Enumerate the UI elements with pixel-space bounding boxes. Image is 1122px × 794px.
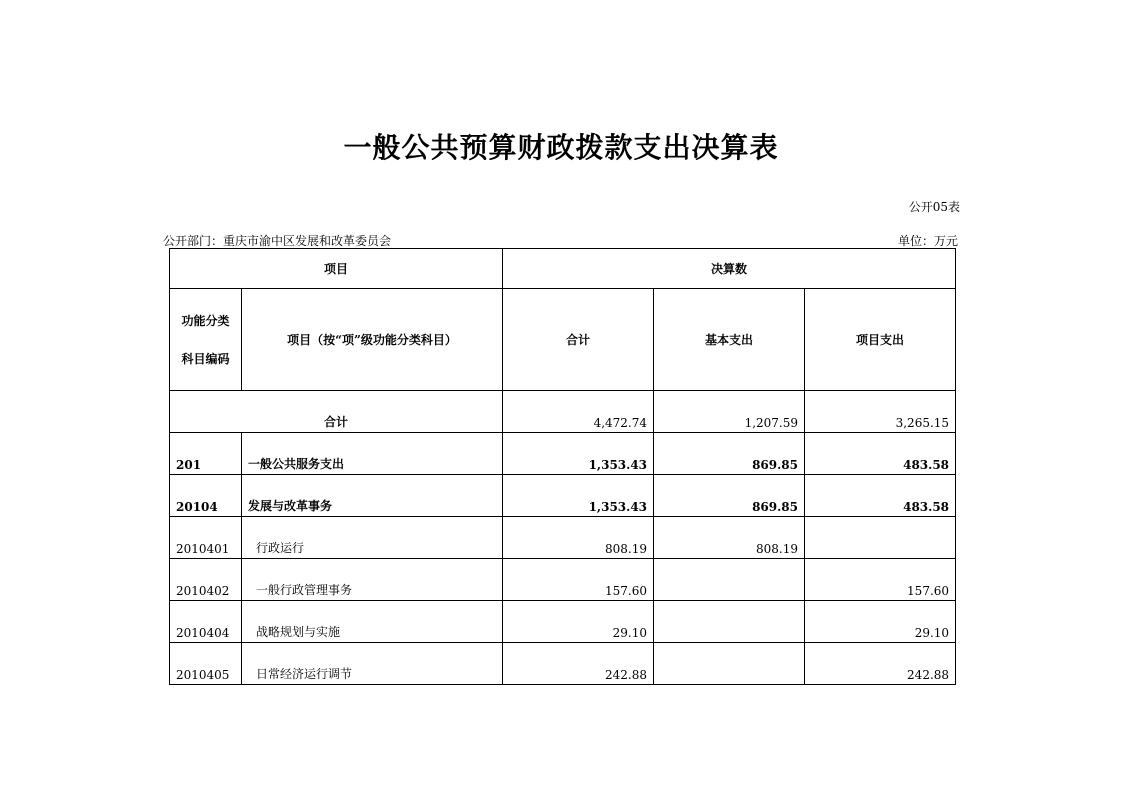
header-basic: 基本支出: [654, 289, 805, 391]
row-code: 2010404: [170, 601, 242, 643]
row-name: 日常经济运行调节: [242, 643, 503, 685]
table-row: [170, 517, 956, 559]
row-name: 一般公共服务支出: [242, 433, 503, 475]
row-basic: [654, 559, 805, 601]
row-name: 一般行政管理事务: [242, 559, 503, 601]
total-row: [170, 391, 956, 433]
row-code: 201: [170, 433, 242, 475]
row-basic: 869.85: [654, 475, 805, 517]
row-project: 242.88: [805, 643, 956, 685]
department-label: 公开部门：重庆市渝中区发展和改革委员会: [163, 234, 392, 248]
row-project: 157.60: [805, 559, 956, 601]
total-project: 3,265.15: [805, 391, 956, 433]
row-code: 2010401: [170, 517, 242, 559]
row-name: 发展与改革事务: [242, 475, 503, 517]
total-label: 合计: [170, 391, 503, 433]
header-code: [170, 289, 242, 391]
row-basic: 869.85: [654, 433, 805, 475]
table-row: [170, 559, 956, 601]
header-amount: 决算数: [503, 249, 956, 289]
row-total: 157.60: [503, 559, 654, 601]
row-code: 2010402: [170, 559, 242, 601]
header-total: 合计: [503, 289, 654, 391]
form-number: 公开05表: [908, 200, 960, 214]
row-name: 战略规划与实施: [242, 601, 503, 643]
row-project: 29.10: [805, 601, 956, 643]
row-total: 242.88: [503, 643, 654, 685]
header-item: 项目: [170, 249, 503, 289]
expenditure-table: [169, 248, 956, 685]
row-basic: [654, 601, 805, 643]
row-total: 1,353.43: [503, 433, 654, 475]
row-name: 行政运行: [242, 517, 503, 559]
header-project: 项目支出: [805, 289, 956, 391]
table-row: [170, 433, 956, 475]
header-code-line1: 功能分类: [181, 313, 230, 328]
table-row: [170, 601, 956, 643]
row-code: 2010405: [170, 643, 242, 685]
row-project: [805, 517, 956, 559]
unit-label: 单位：万元: [897, 234, 958, 248]
header-code-line2: 科目编码: [181, 351, 230, 366]
row-project: 483.58: [805, 433, 956, 475]
row-basic: 808.19: [654, 517, 805, 559]
row-total: 808.19: [503, 517, 654, 559]
row-code: 20104: [170, 475, 242, 517]
row-basic: [654, 643, 805, 685]
header-name: 项目（按“项”级功能分类科目）: [242, 289, 503, 391]
row-project: 483.58: [805, 475, 956, 517]
table-row: [170, 643, 956, 685]
table-row: [170, 475, 956, 517]
total-total: 4,472.74: [503, 391, 654, 433]
page-title: 一般公共预算财政拨款支出决算表: [343, 131, 779, 164]
row-total: 1,353.43: [503, 475, 654, 517]
header-row-columns: [170, 289, 956, 391]
total-basic: 1,207.59: [654, 391, 805, 433]
row-total: 29.10: [503, 601, 654, 643]
header-row-group: [170, 249, 956, 289]
